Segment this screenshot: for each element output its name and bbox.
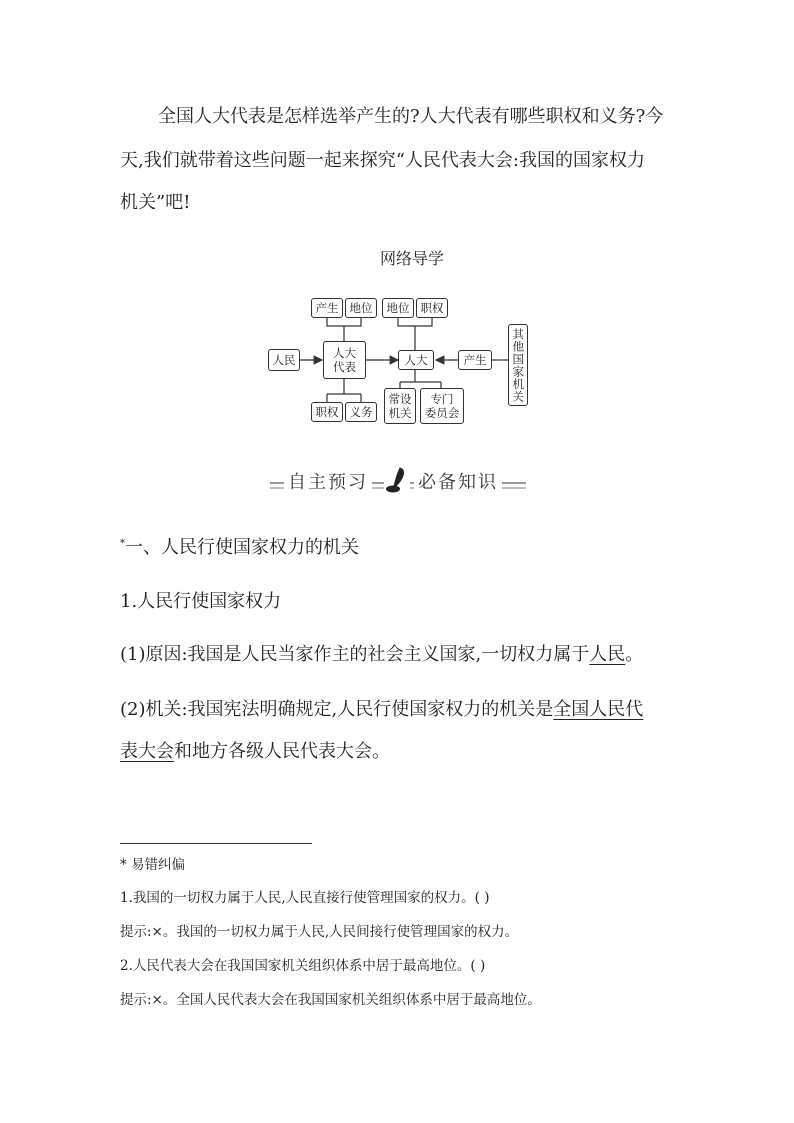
node-qita-guojia-jiguan: 其他国家机关 (508, 324, 528, 406)
node-chansheng-left: 产生 (311, 298, 343, 318)
bracket-daibiao-bottom (327, 378, 361, 402)
banner-left-text: 自主预习 (284, 468, 372, 494)
section1-item2-line1: (2)机关:我国宪法明确规定,人民行使国家权力的机关是全国人民代 (120, 699, 644, 720)
node-zhuanmen-weiyuanhui: 专门 委员会 (420, 388, 464, 424)
banner-right-text: 必备知识 (414, 468, 502, 494)
intro-line-3: 机关”吧! (120, 192, 191, 213)
footnote-question-2: 2.人民代表大会在我国国家机关组织体系中居于最高地位。( ) (120, 958, 486, 974)
section1-subheading: 1.人民行使国家权力 (120, 591, 282, 612)
footnote-answer-2: 提示:×。全国人民代表大会在我国国家机关组织体系中居于最高地位。 (120, 992, 541, 1008)
node-renda: 人大 (398, 350, 434, 370)
node-diwei-left: 地位 (345, 298, 377, 318)
bracket-renda-bottom (400, 370, 441, 388)
intro-line-1: 全国人大代表是怎样选举产生的?人大代表有哪些职权和义务?今 (158, 106, 664, 127)
section1-item2-line2: 表大会和地方各级人民代表大会。 (120, 741, 390, 762)
section-banner (270, 466, 526, 494)
answer-biao-dahui: 表大会 (120, 741, 174, 762)
node-renmin: 人民 (268, 349, 300, 371)
footnote-separator (120, 843, 312, 844)
answer-quanguo-renmin-daibiao-dahui: 全国人民代 (553, 699, 644, 720)
bracket-daibiao-top (327, 318, 361, 342)
answer-renmin: 人民 (589, 644, 626, 665)
node-yiwu: 义务 (345, 402, 377, 422)
section1-item1: (1)原因:我国是人民当家作主的社会主义国家,一切权力属于人民。 (120, 644, 644, 665)
quill-ink-icon (384, 466, 410, 494)
intro-line-2: 天,我们就带着这些问题一起来探究“人民代表大会:我国的国家权力 (120, 150, 645, 171)
footnote-title: * 易错纠偏 (120, 857, 186, 873)
section1-heading: *一、人民行使国家权力的机关 (120, 537, 359, 558)
node-changshe-jiguan: 常设 机关 (384, 388, 416, 424)
bracket-renda-top (398, 318, 432, 350)
node-diwei-right: 地位 (382, 298, 414, 318)
network-title: 网络导学 (380, 249, 445, 268)
node-zhiquan-left: 职权 (311, 402, 343, 422)
node-renda-daibiao: 人大 代表 (323, 341, 366, 379)
node-chansheng-right: 产生 (458, 350, 492, 370)
footnote-question-1: 1.我国的一切权力属于人民,人民直接行使管理国家的权力。( ) (120, 890, 490, 906)
footnote-answer-1: 提示:×。我国的一切权力属于人民,人民间接行使管理国家的权力。 (120, 924, 519, 940)
node-zhiquan-right: 职权 (416, 298, 448, 318)
